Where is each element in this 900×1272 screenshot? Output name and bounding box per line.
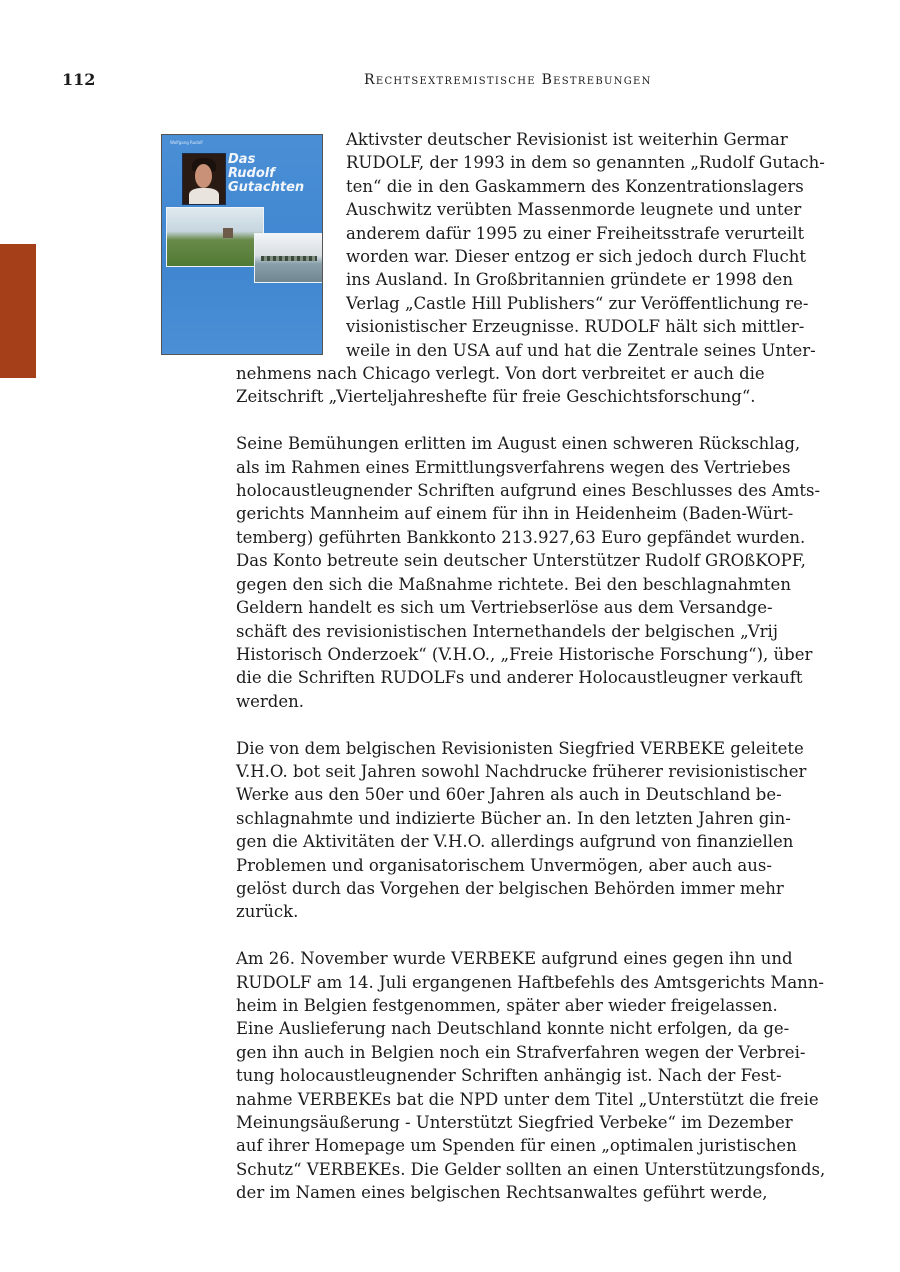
text-line: worden war. Dieser entzog er sich jedoch durch Flucht (346, 247, 807, 267)
text-line: RUDOLF am 14. Juli ergangenen Haftbefehls des Amtsgerichts Mann- (236, 972, 824, 992)
text-line: tung holocaustleugnender Schriften anhängig ist. Nach der Fest- (236, 1066, 782, 1086)
text-line: gen die Aktivitäten der V.H.O. allerdings aufgrund von finanziellen (236, 832, 794, 852)
text-line: gerichts Mannheim auf einem für ihn in Heidenheim (Baden-Würt- (236, 504, 794, 524)
text-line: nahme VERBEKEs bat die NPD unter dem Titel „Unterstützt die freie (236, 1089, 819, 1109)
text-line: ins Ausland. In Großbritannien gründete er 1998 den (346, 270, 793, 290)
cover-portrait (182, 153, 226, 205)
text-line: ten“ die in den Gaskammern des Konzentrationslagers (346, 176, 804, 196)
text-line: Am 26. November wurde VERBEKE aufgrund eines gegen ihn und (236, 949, 793, 969)
text-line: zurück. (236, 902, 299, 922)
text-line: Auschwitz verübten Massenmorde leugnete und unter (346, 200, 802, 220)
text-line: Historisch Onderzoek“ (V.H.O., „Freie Historische Forschung“), über (236, 644, 813, 664)
page-number: 112 (62, 70, 96, 89)
text-line: Seine Bemühungen erlitten im August einen schweren Rückschlag, (236, 434, 801, 454)
text-line: nehmens nach Chicago verlegt. Von dort verbreitet er auch die (236, 364, 765, 384)
text-line: Das Konto betreute sein deutscher Unterstützer Rudolf GROßKOPF, (236, 551, 806, 571)
text-line: Geldern handelt es sich um Vertriebserlöse aus dem Versandge- (236, 598, 773, 618)
text-line: gelöst durch das Vorgehen der belgischen Behörden immer mehr (236, 878, 784, 898)
text-line: RUDOLF, der 1993 in dem so genannten „Rudolf Gutach- (346, 153, 825, 173)
text-line: die die Schriften RUDOLFs und anderer Holocaustleugner verkauft (236, 668, 803, 688)
body-text (236, 128, 826, 1228)
chapter-margin-tab (0, 244, 36, 378)
text-line: visionistischer Erzeugnisse. RUDOLF hält sich mittler- (346, 317, 805, 337)
text-line: Problemen und organisatorischem Unvermögen, aber auch aus- (236, 855, 772, 875)
cover-title-line: Gutachten (228, 180, 305, 195)
text-line: heim in Belgien festgenommen, später aber wieder freigelassen. (236, 995, 778, 1015)
text-line: Verlag „Castle Hill Publishers“ zur Veröffentlichung re- (346, 293, 809, 313)
text-line: Werke aus den 50er und 60er Jahren als auch in Deutschland be- (236, 785, 782, 805)
text-line: holocaustleugnender Schriften aufgrund eines Beschlusses des Amts- (236, 481, 821, 501)
text-line: Meinungsäußerung - Unterstützt Siegfried Verbeke“ im Dezember (236, 1113, 793, 1133)
cover-title-line: Rudolf (228, 166, 275, 181)
text-line: werden. (236, 691, 304, 711)
text-line: Aktivster deutscher Revisionist ist weiterhin Germar (346, 130, 788, 149)
cover-title-line: Das (228, 152, 256, 167)
paragraph (236, 737, 807, 924)
running-head: Rechtsextremistische Bestrebungen (364, 72, 652, 88)
text-line: der im Namen eines belgischen Rechtsanwaltes geführt werde, (236, 1183, 768, 1203)
text-line: Die von dem belgischen Revisionisten Siegfried VERBEKE geleitete (236, 738, 804, 758)
text-line: als im Rahmen eines Ermittlungsverfahrens wegen des Vertriebes (236, 457, 791, 477)
cover-authors: Wolfgang Rudolf (170, 140, 203, 145)
text-line: gegen den sich die Maßnahme richtete. Bei den beschlagnahmten (236, 574, 791, 594)
image-wrap-spacer (236, 128, 346, 350)
text-line: schlagnahmte und indizierte Bücher an. In den letzten Jahren gin- (236, 808, 791, 828)
text-line: Zeitschrift „Vierteljahreshefte für freie Geschichtsforschung“. (236, 387, 756, 407)
text-line: schäft des revisionistischen Internethandels der belgischen „Vrij (236, 621, 778, 641)
text-line: Schutz“ VERBEKEs. Die Gelder sollten an einen Unterstützungsfonds, (236, 1159, 826, 1179)
text-line: auf ihrer Homepage um Spenden für einen „optimalen juristischen (236, 1136, 797, 1156)
text-line: temberg) geführten Bankkonto 213.927,63 Euro gepfändet wurden. (236, 527, 806, 547)
text-line: weile in den USA auf und hat die Zentrale seines Unter- (346, 340, 816, 360)
text-line: gen ihn auch in Belgien noch ein Strafverfahren wegen der Verbrei- (236, 1042, 806, 1062)
text-line: V.H.O. bot seit Jahren sowohl Nachdrucke früherer revisionistischer (236, 761, 807, 781)
text-line: Eine Auslieferung nach Deutschland konnte nicht erfolgen, da ge- (236, 1019, 790, 1039)
paragraph (236, 432, 821, 713)
text-line: anderem dafür 1995 zu einer Freiheitsstrafe verurteilt (346, 223, 805, 243)
paragraph (236, 947, 826, 1204)
